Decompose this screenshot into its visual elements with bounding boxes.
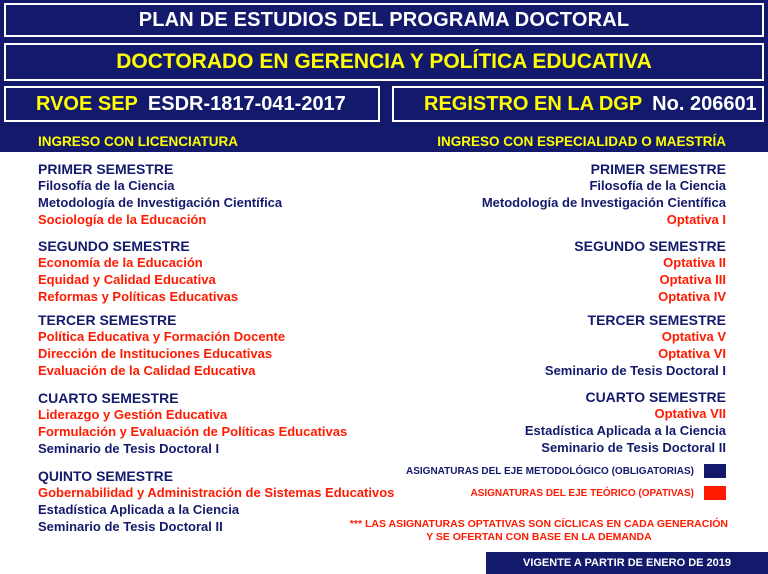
semester-title: PRIMER SEMESTRE — [38, 161, 174, 177]
course: Seminario de Tesis Doctoral II — [541, 440, 726, 455]
left-semester-1 — [38, 161, 282, 228]
electives-note — [350, 518, 728, 544]
legend-theoretical — [470, 486, 726, 500]
course: Optativa II — [663, 255, 726, 270]
course: Reformas y Políticas Educativas — [38, 289, 239, 304]
semester-title: QUINTO SEMESTRE — [38, 468, 174, 484]
left-semester-2 — [38, 238, 238, 305]
course: Formulación y Evaluación de Políticas Educativas — [38, 424, 348, 439]
course: Filosofía de la Ciencia — [38, 178, 175, 193]
semester-title: SEGUNDO SEMESTRE — [574, 238, 726, 254]
page-title: PLAN DE ESTUDIOS DEL PROGRAMA DOCTORAL — [138, 8, 630, 31]
semester-title: TERCER SEMESTRE — [587, 312, 726, 328]
note-line-1: *** LAS ASIGNATURAS OPTATIVAS SON CÍCLICAS EN CADA GENERACIÓN — [349, 518, 728, 530]
course: Optativa I — [666, 212, 726, 227]
program-name: DOCTORADO EN GERENCIA Y POLÍTICA EDUCATIVA — [116, 50, 652, 73]
rvoe-bar — [4, 86, 380, 122]
admission-headings-row — [0, 132, 768, 152]
left-semester-5 — [38, 468, 394, 535]
left-semester-3 — [38, 312, 285, 379]
course: Equidad y Calidad Educativa — [38, 272, 216, 287]
page-title-bar — [4, 3, 764, 37]
right-admission-heading: INGRESO CON ESPECIALIDAD O MAESTRÍA — [437, 134, 726, 149]
legend-navy-swatch — [704, 464, 726, 478]
legend-theoretical-label: ASIGNATURAS DEL EJE TEÓRICO (OPATIVAS) — [470, 487, 694, 499]
legend-methodological-label: ASIGNATURAS DEL EJE METODOLÓGICO (OBLIGATORIAS) — [406, 465, 694, 477]
course: Metodología de Investigación Científica — [481, 195, 726, 210]
rvoe-value: ESDR-1817-041-2017 — [147, 92, 346, 115]
validity-text: VIGENTE A PARTIR DE ENERO DE 2019 — [522, 557, 732, 569]
course: Estadística Aplicada a la Ciencia — [524, 423, 726, 438]
course: Evaluación de la Calidad Educativa — [38, 363, 256, 378]
course: Optativa VII — [654, 406, 726, 421]
course: Seminario de Tesis Doctoral I — [38, 441, 220, 456]
course: Optativa III — [659, 272, 726, 287]
course: Sociología de la Educación — [38, 212, 207, 227]
course: Seminario de Tesis Doctoral I — [544, 363, 726, 378]
program-name-bar — [4, 43, 764, 81]
right-semester-4 — [525, 389, 726, 456]
course: Seminario de Tesis Doctoral II — [38, 519, 223, 534]
right-semester-3 — [545, 312, 726, 379]
dgp-label: REGISTRO EN LA DGP — [424, 92, 643, 115]
left-semester-4 — [38, 390, 347, 457]
validity-footer — [486, 552, 768, 574]
dgp-bar — [392, 86, 764, 122]
semester-title: PRIMER SEMESTRE — [590, 161, 726, 177]
rvoe-label: RVOE SEP — [36, 92, 138, 115]
semester-title: SEGUNDO SEMESTRE — [38, 238, 190, 254]
legend-red-swatch — [704, 486, 726, 500]
course: Optativa VI — [658, 346, 726, 361]
course: Metodología de Investigación Científica — [38, 195, 283, 210]
semester-title: TERCER SEMESTRE — [38, 312, 177, 328]
course: Dirección de Instituciones Educativas — [38, 346, 273, 361]
course: Liderazgo y Gestión Educativa — [38, 407, 228, 422]
right-semester-2 — [574, 238, 726, 305]
semester-title: CUARTO SEMESTRE — [585, 389, 726, 405]
note-line-2: Y SE OFERTAN CON BASE EN LA DEMANDA — [426, 531, 652, 543]
course: Filosofía de la Ciencia — [589, 178, 726, 193]
course: Política Educativa y Formación Docente — [38, 329, 286, 344]
dgp-value: No. 206601 — [652, 92, 757, 115]
course: Gobernabilidad y Administración de Sistemas Educativos — [38, 485, 395, 500]
course: Economía de la Educación — [38, 255, 203, 270]
left-admission-heading: INGRESO CON LICENCIATURA — [38, 134, 239, 149]
semester-title: CUARTO SEMESTRE — [38, 390, 179, 406]
course: Optativa V — [661, 329, 726, 344]
course: Estadística Aplicada a la Ciencia — [38, 502, 240, 517]
legend-methodological — [406, 464, 726, 478]
course: Optativa IV — [658, 289, 726, 304]
right-semester-1 — [482, 161, 726, 228]
